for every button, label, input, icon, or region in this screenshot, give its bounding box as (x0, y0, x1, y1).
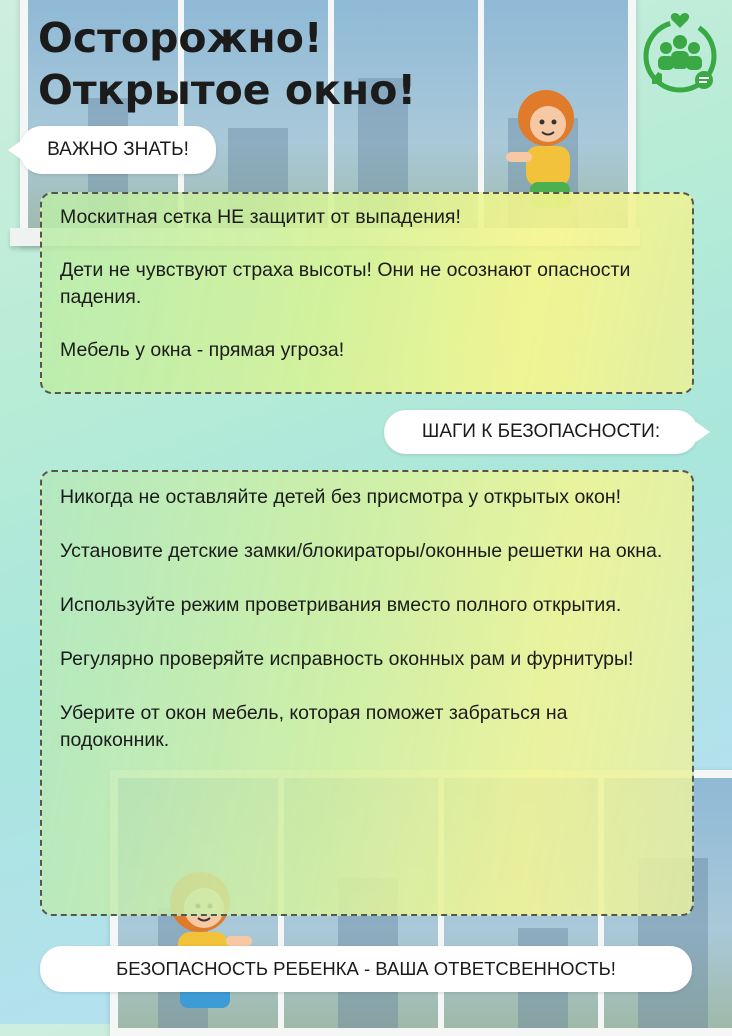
page-title (38, 12, 416, 116)
fact-item: Москитная сетка НЕ защитит от выпадения! (60, 206, 461, 228)
steps-box (40, 470, 694, 916)
step-item: Регулярно проверяйте исправность оконных рам и фурнитуры! (60, 648, 634, 670)
footer-banner: БЕЗОПАСНОСТЬ РЕБЕНКА - ВАША ОТВЕТСВЕННОСТЬ! (40, 946, 692, 992)
fact-item: Дети не чувствуют страха высоты! Они не осознают опасности падения. (60, 259, 631, 308)
step-item: Используйте режим проветривания вместо полного открытия. (60, 594, 622, 616)
step-item: Установите детские замки/блокираторы/оконные решетки на окна. (60, 540, 663, 562)
step-item: Никогда не оставляйте детей без присмотра у открытых окон! (60, 486, 622, 508)
title-line-2: Открытое окно! (38, 66, 417, 114)
title-line-1: Осторожно! (38, 14, 323, 62)
important-label: ВАЖНО ЗНАТЬ! (20, 126, 216, 174)
step-item: Уберите от окон мебель, которая поможет забраться на подоконник. (60, 702, 568, 751)
facts-box (40, 192, 694, 394)
steps-label: ШАГИ К БЕЗОПАСНОСТИ: (384, 410, 698, 454)
family-community-logo-icon (638, 10, 722, 98)
fact-item: Мебель у окна - прямая угроза! (60, 339, 345, 361)
